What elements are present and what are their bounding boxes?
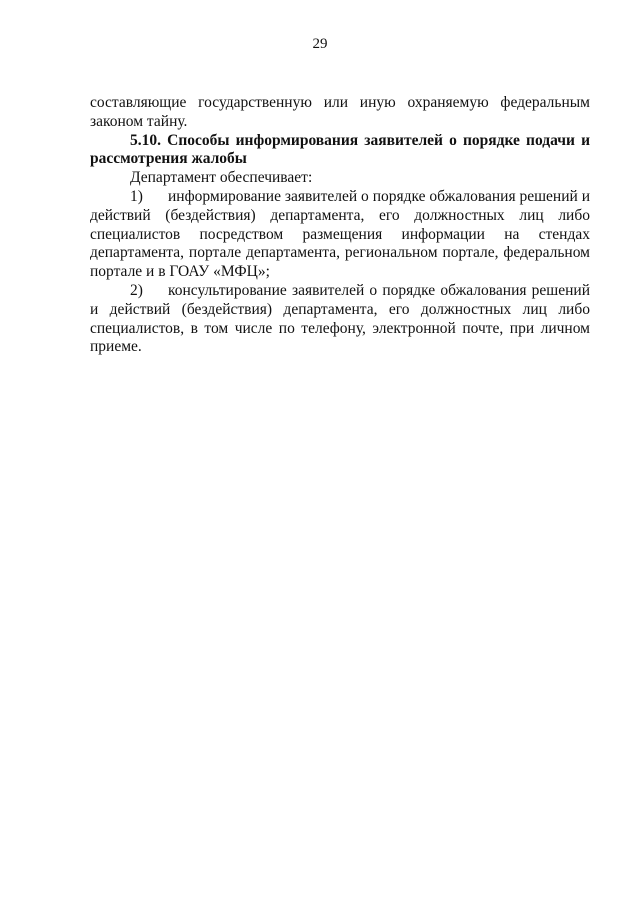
continuation-paragraph: составляющие государственную или иную охраняемую федеральным законом тайну. [90, 94, 590, 130]
list-item-2-text: консультирование заявителей о порядке обжалования решений и действий (бездействия) департамента, его должностных лиц либо специалистов, в том числе по телефону, электронной почте, при личном приеме. [90, 281, 590, 356]
list-item-2 [90, 282, 590, 357]
list-item-2-number: 2) [130, 281, 143, 299]
document-body [90, 94, 590, 357]
list-item-1-text: информирование заявителей о порядке обжалования решений и действий (бездействия) департамента, его должностных лиц либо специалистов посредством размещения информации на стендах департамента, портале департамента, региональном портале, федеральном портале и в ГОАУ «МФЦ»; [90, 187, 590, 281]
section-heading: 5.10. Способы информирования заявителей о порядке подачи и рассмотрения жалобы [90, 131, 590, 168]
intro-paragraph: Департамент обеспечивает: [130, 169, 313, 187]
list-item-1-number: 1) [130, 187, 143, 205]
page-number: 29 [312, 36, 328, 52]
list-item-1 [90, 188, 590, 282]
